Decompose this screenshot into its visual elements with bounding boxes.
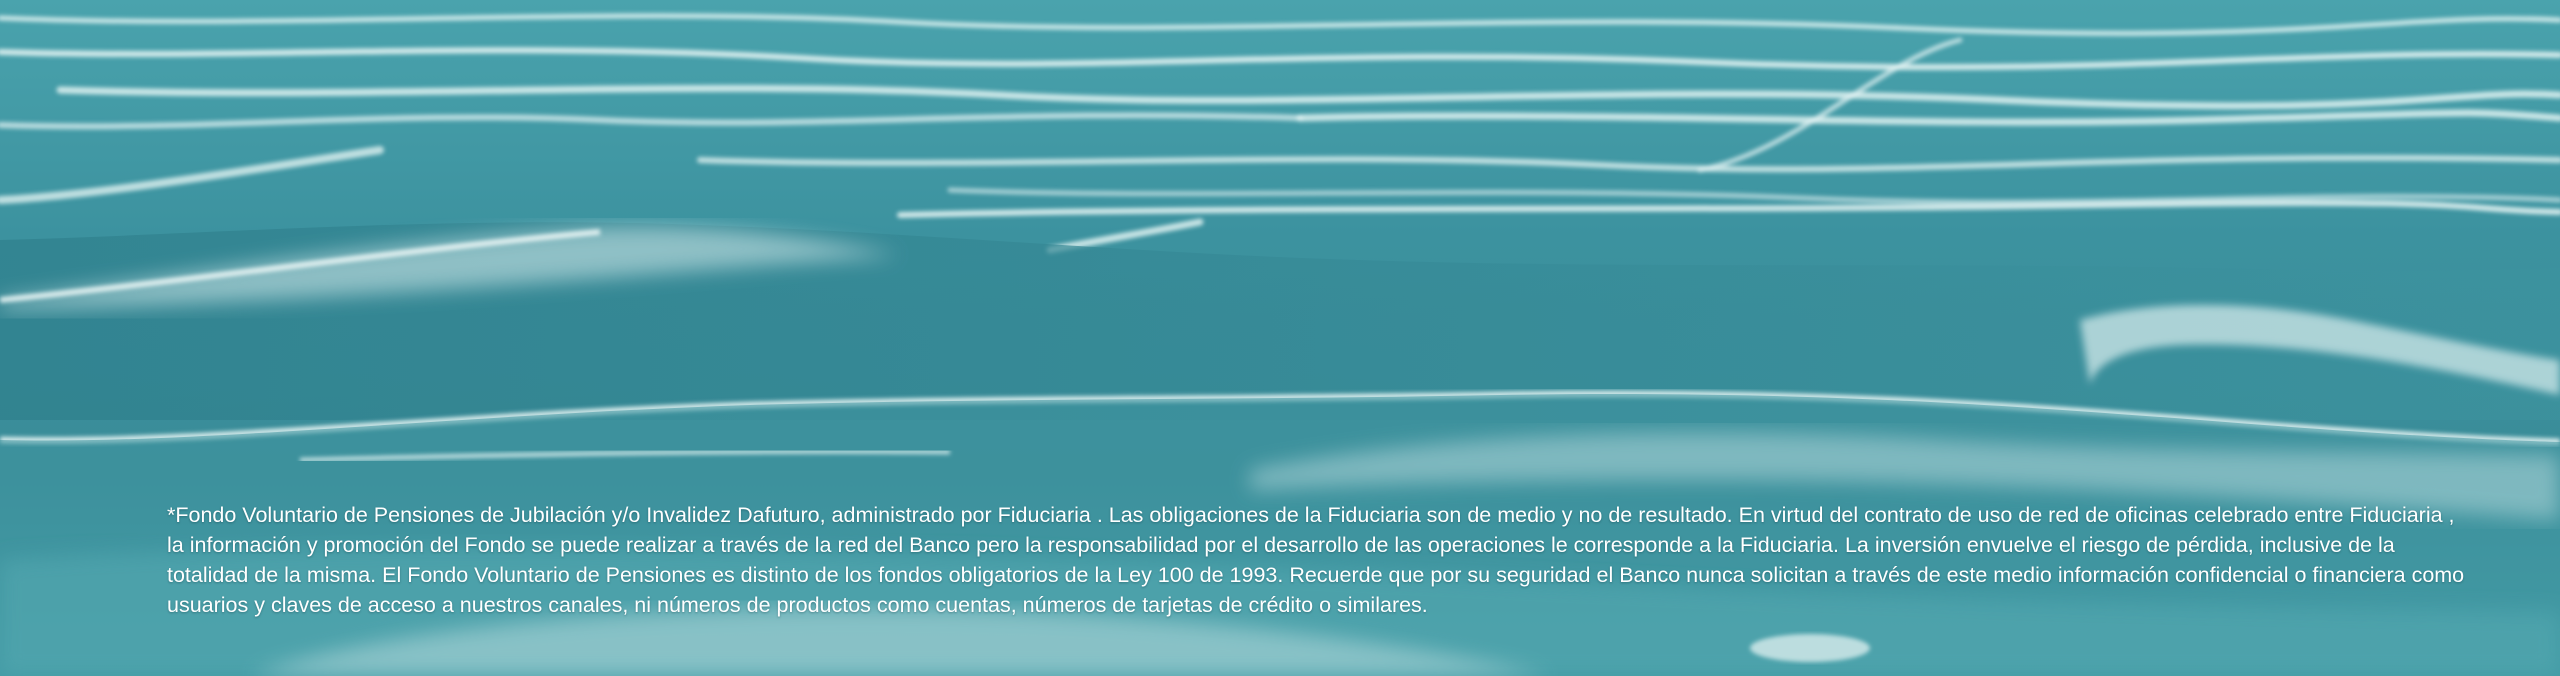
legal-disclaimer: *Fondo Voluntario de Pensiones de Jubilación y/o Invalidez Dafuturo, administrado por Fiduciaria . Las obligaciones de la Fiduciaria son de medio y no de resultado. En virtud del contrato de uso de red de oficinas celebrado entre Fiduciaria , la información y promoción del Fondo se puede realizar a través de la red del Banco pero la responsabilidad por el desarrollo de las operaciones le corresponde a la Fiduciaria. La inversión envuelve el riesgo de pérdida, inclusive de la totalidad de la misma. El Fondo Voluntario de Pensiones es distinto de los fondos obligatorios de la Ley 100 de 1993. Recuerde que por su seguridad el Banco nunca solicitan a través de este medio información confidencial o financiera como usuarios y claves de acceso a nuestros canales, ni números de productos como cuentas, números de tarjetas de crédito o similares.: [167, 503, 2465, 617]
